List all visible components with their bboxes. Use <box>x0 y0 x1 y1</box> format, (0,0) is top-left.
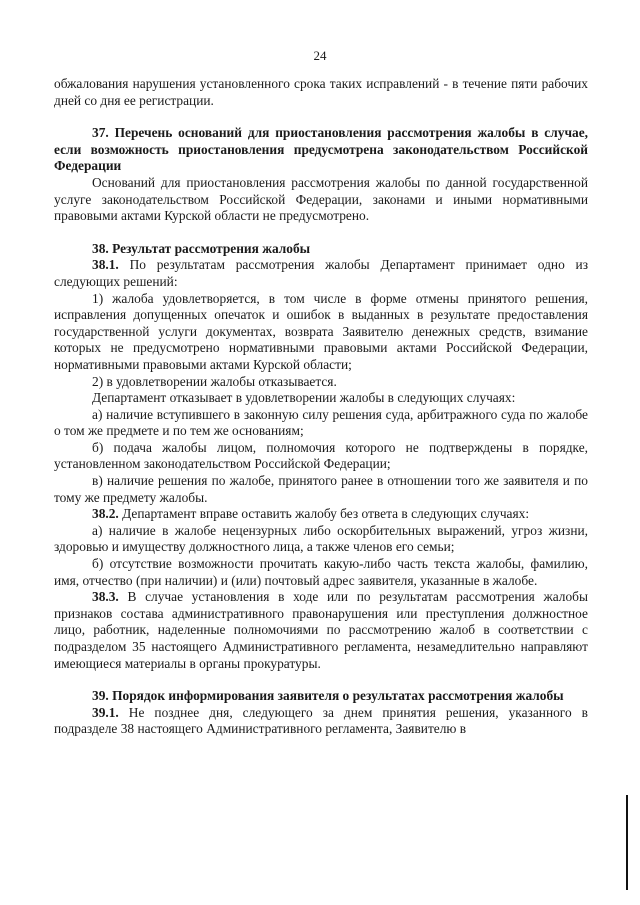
page-number: 24 <box>313 48 327 63</box>
decision-item-1: 1) жалоба удовлетворяется, в том числе в форме отмены принятого решения, исправления допущенных опечаток и ошибок в выданных в результате предоставления государственной услуги документах, возврата Заявителю денежных средств, взимание которых не предусмотрено нормативными правовыми актами Российской Федерации, нормативными правовыми актами Курской области; <box>54 290 588 372</box>
section-37-heading: 37. Перечень оснований для приостановления рассмотрения жалобы в случае, если возможность приостановления предусмотрена законодательством Российской Федерации <box>54 125 588 174</box>
paragraph-38-1-text: По результатам рассмотрения жалобы Департамент принимает одно из следующих решений: <box>54 257 588 289</box>
paragraph-38-1 <box>54 257 588 290</box>
paragraph-39-1-text: Не позднее дня, следующего за днем принятия решения, указанного в подразделе 38 настоящего Административного регламента, Заявителю в <box>54 704 588 737</box>
paragraph-38-3-number: 38.3. <box>92 589 119 605</box>
section-37-body: Оснований для приостановления рассмотрения жалобы по данной государственной услуге законодательством Российской Федерации, законами и иными нормативными правовыми актами Курской области не предусмотрено. <box>54 174 588 224</box>
section-38-heading: 38. Результат рассмотрения жалобы <box>92 240 311 256</box>
paragraph-39-1-number: 39.1. <box>92 704 119 720</box>
paragraph-38-1-number: 38.1. <box>92 257 119 273</box>
refusal-item-b: б) подача жалобы лицом, полномочия которого не подтверждены в порядке, установленном законодательством Российской Федерации; <box>54 439 588 472</box>
decision-item-2: 2) в удовлетворении жалобы отказывается. <box>92 373 337 389</box>
no-reply-item-a: а) наличие в жалобе нецензурных либо оскорбительных выражений, угроз жизни, здоровью и имуществу должностного лица, а также членов его семьи; <box>54 522 588 555</box>
paragraph-38-2 <box>54 506 588 523</box>
paragraph-38-2-number: 38.2. <box>92 506 119 522</box>
refusal-item-a: а) наличие вступившего в законную силу решения суда, арбитражного суда по жалобе о том же предмете и по тем же основаниям; <box>54 406 588 439</box>
paragraph-38-2-text: Департамент вправе оставить жалобу без ответа в следующих случаях: <box>118 506 530 522</box>
intro-paragraph: обжалования нарушения установленного срока таких исправлений - в течение пяти рабочих дней со дня ее регистрации. <box>54 76 588 108</box>
paragraph-38-3 <box>54 589 588 672</box>
paragraph-38-3-text: В случае установления в ходе или по результатам рассмотрения жалобы признаков состава административного правонарушения или преступления должностное лицо, работник, наделенные полномочиями по рассмотрению жалоб в соответствии с подразделом 35 настоящего Административного регламента, незамедлительно направляют имеющиеся материалы в органы прокуратуры. <box>54 589 588 671</box>
refusal-intro: Департамент отказывает в удовлетворении жалобы в следующих случаях: <box>92 390 516 406</box>
refusal-item-c: в) наличие решения по жалобе, принятого ранее в отношении того же заявителя и по тому же предмету жалобы. <box>54 473 588 505</box>
scan-margin-line <box>626 795 628 890</box>
paragraph-39-1 <box>54 705 588 738</box>
no-reply-item-b: б) отсутствие возможности прочитать какую-либо часть текста жалобы, фамилию, имя, отчество (при наличии) и (или) почтовый адрес заявителя, указанные в жалобе. <box>54 556 588 588</box>
document-body <box>54 76 588 738</box>
section-39-heading: 39. Порядок информирования заявителя о результатах рассмотрения жалобы <box>92 688 564 704</box>
